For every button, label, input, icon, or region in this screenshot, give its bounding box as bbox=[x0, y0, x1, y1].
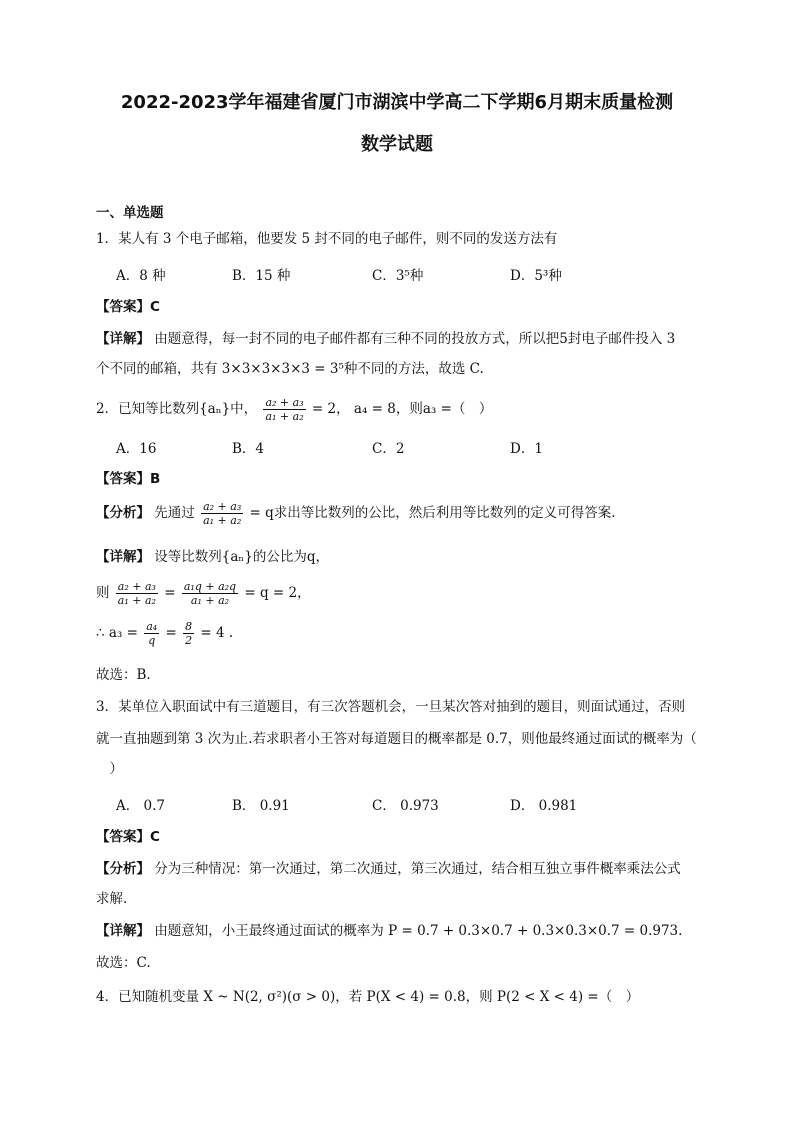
q2-option-b: B．4 bbox=[232, 441, 265, 457]
q2-analysis-b: = q求出等比数列的公比，然后利用等比数列的定义可得答案. bbox=[249, 505, 616, 521]
exam-subtitle: 数学试题 bbox=[361, 134, 433, 155]
q2-detail-fraction2 bbox=[182, 580, 238, 607]
q2-option-d: D．1 bbox=[510, 441, 543, 457]
q2-analysis-tag: 【分析】 bbox=[96, 505, 150, 521]
frac-numerator: a₁q + a₂q bbox=[183, 580, 237, 593]
frac-numerator: a₂ + a₃ bbox=[117, 580, 156, 593]
q2-detail-3b: = 4 . bbox=[200, 625, 234, 641]
q3-analysis-tag: 【分析】 bbox=[96, 861, 150, 877]
q2-detail-text1: 设等比数列{aₙ}的公比为q， bbox=[154, 549, 330, 565]
q3-option-c: C． 0.973 bbox=[372, 798, 439, 814]
q3-detail-tag: 【详解】 bbox=[96, 923, 150, 939]
q2-detail-3a: ∴ a₃ = bbox=[96, 625, 138, 641]
q2-detail-line1 bbox=[96, 548, 706, 566]
q3-option-d: D． 0.981 bbox=[510, 798, 578, 814]
q3-detail-line1 bbox=[96, 922, 706, 940]
q3-analysis-line1 bbox=[96, 860, 706, 878]
exam-title: 2022-2023学年福建省厦门市湖滨中学高二下学期6月期末质量检测 bbox=[120, 92, 674, 113]
q1-detail-tag: 【详解】 bbox=[96, 331, 150, 347]
q2-detail-tag: 【详解】 bbox=[96, 549, 150, 565]
q1-option-b: B．15 种 bbox=[232, 268, 291, 284]
q3-option-a: A． 0.7 bbox=[116, 798, 166, 814]
q3-conclusion: 故选：C. bbox=[96, 955, 151, 971]
q1-option-d: D．5³种 bbox=[510, 268, 562, 284]
q2-analysis-a: 先通过 bbox=[154, 505, 195, 521]
q2-stem-fraction bbox=[263, 396, 305, 423]
frac-numerator: a₄ bbox=[146, 620, 158, 633]
q3-answer: 【答案】C bbox=[96, 829, 160, 845]
q2-option-a: A．16 bbox=[116, 441, 157, 457]
q2-detail-fraction4 bbox=[183, 620, 194, 647]
equals-sign: = bbox=[164, 585, 176, 601]
q2-answer: 【答案】B bbox=[96, 471, 161, 487]
q2-stem bbox=[96, 396, 706, 423]
q2-stem-b: = 2， a₄ = 8，则a₃ =（ ） bbox=[311, 401, 493, 417]
q3-detail-text1: 由题意知，小王最终通过面试的概率为 P = 0.7 + 0.3×0.7 + 0.3×0.3×0.7 = 0.973. bbox=[154, 923, 683, 939]
q1-detail-line1 bbox=[96, 330, 706, 348]
q2-detail-2a: 则 bbox=[96, 585, 110, 601]
frac-denominator: a₁ + a₂ bbox=[265, 410, 304, 423]
frac-denominator: a₁ + a₂ bbox=[117, 594, 156, 607]
q2-detail-2b: = q = 2， bbox=[244, 585, 311, 601]
q2-stem-a: 2．已知等比数列{aₙ}中， bbox=[96, 401, 258, 417]
frac-denominator: a₁ + a₂ bbox=[203, 514, 242, 527]
q3-analysis-text1: 分为三种情况：第一次通过，第二次通过，第三次通过，结合相互独立事件概率乘法公式 bbox=[154, 861, 681, 877]
q2-analysis bbox=[96, 500, 706, 527]
q3-stem-line2: 就一直抽题到第 3 次为止.若求职者小王答对每道题目的概率都是 0.7，则他最终通过面试的概率为（ bbox=[96, 731, 697, 747]
frac-numerator: 8 bbox=[185, 620, 193, 633]
q3-option-b: B． 0.91 bbox=[232, 798, 290, 814]
q2-detail-fraction3 bbox=[144, 620, 159, 647]
q1-detail-line2: 个不同的邮箱，共有 3×3×3×3×3 = 3⁵种不同的方法，故选 C. bbox=[96, 361, 484, 377]
frac-numerator: a₂ + a₃ bbox=[265, 396, 304, 409]
frac-numerator: a₂ + a₃ bbox=[203, 500, 242, 513]
q2-option-c: C．2 bbox=[372, 441, 405, 457]
equals-sign: = bbox=[165, 625, 177, 641]
q2-analysis-fraction bbox=[201, 500, 243, 527]
q3-stem-line1: 3．某单位入职面试中有三道题目，有三次答题机会，一旦某次答对抽到的题目，则面试通过，否则 bbox=[96, 699, 686, 715]
q1-stem: 1．某人有 3 个电子邮箱，他要发 5 封不同的电子邮件，则不同的发送方法有 bbox=[96, 231, 558, 247]
q2-detail-line2 bbox=[96, 580, 706, 607]
section-heading: 一、单选题 bbox=[96, 205, 164, 221]
q2-conclusion: 故选：B. bbox=[96, 667, 151, 683]
q4-stem: 4．已知随机变量 X ~ N(2, σ²)(σ > 0)，若 P(X < 4) = 0.8，则 P(2 < X < 4) =（ ） bbox=[96, 989, 640, 1005]
frac-denominator: 2 bbox=[185, 634, 193, 647]
q1-answer: 【答案】C bbox=[96, 299, 160, 315]
q1-option-a: A．8 种 bbox=[116, 268, 166, 284]
q3-stem-line3: ） bbox=[96, 761, 123, 777]
q1-detail-text1: 由题意得，每一封不同的电子邮件都有三种不同的投放方式，所以把5封电子邮件投入 3 bbox=[154, 331, 676, 347]
frac-denominator: q bbox=[148, 634, 156, 647]
q3-analysis-line2: 求解. bbox=[96, 891, 128, 907]
q2-detail-fraction1 bbox=[116, 580, 158, 607]
q1-option-c: C．3⁵种 bbox=[372, 268, 424, 284]
frac-denominator: a₁ + a₂ bbox=[190, 594, 230, 607]
q2-detail-line3 bbox=[96, 620, 706, 647]
